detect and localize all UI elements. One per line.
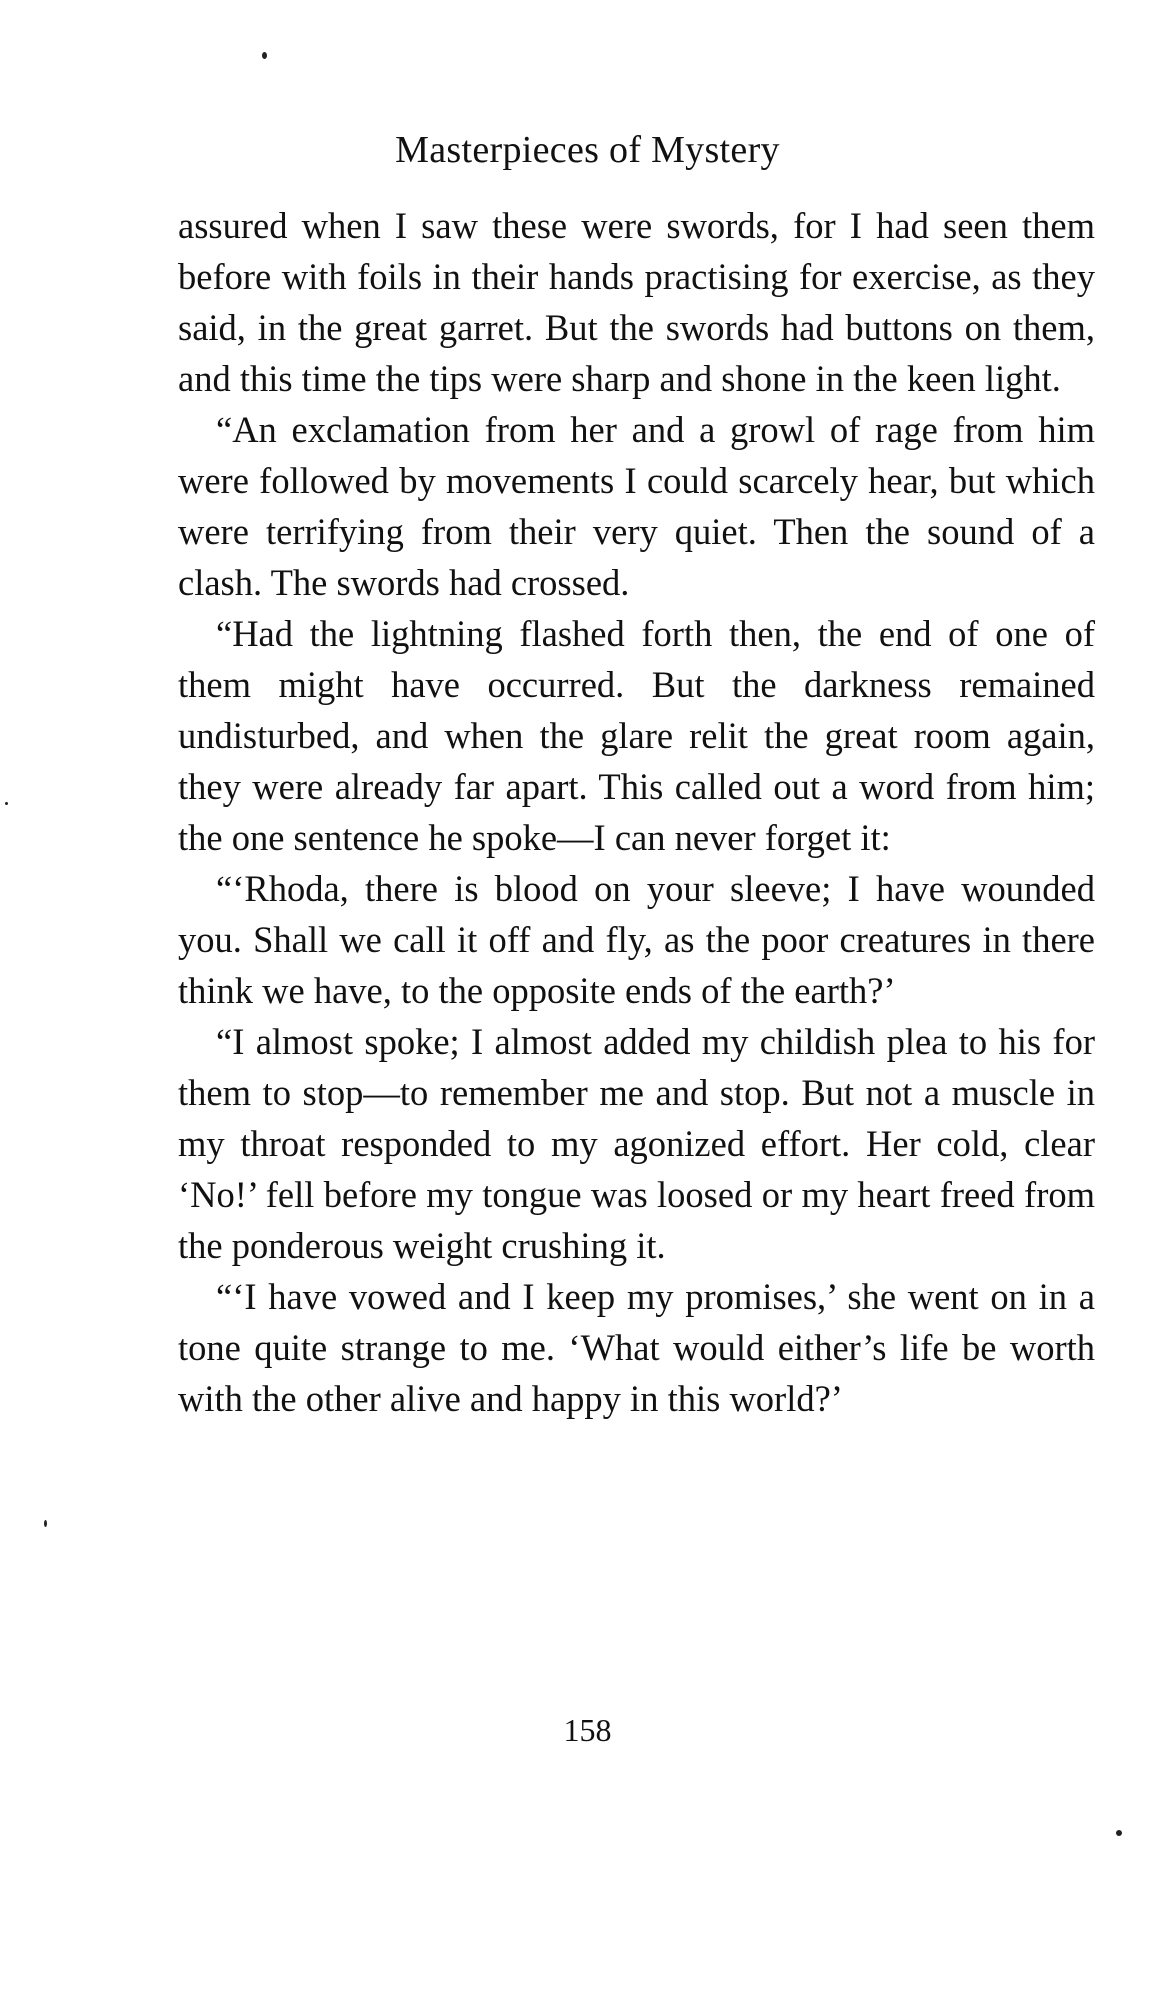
running-header: Masterpieces of Mystery <box>395 129 780 171</box>
paragraph: “I almost spoke; I almost added my childish plea to his for them to stop—to remember me and stop. But not a muscle in my throat responded to my agonized effort. Her cold, clear ‘No!’ fell before my tongue was loosed or my heart freed from the ponderous weight crushing it. <box>178 1021 1095 1266</box>
print-speck <box>44 1520 47 1527</box>
print-speck <box>262 52 267 59</box>
page-number: 158 <box>563 1712 612 1748</box>
paragraph: “‘Rhoda, there is blood on your sleeve; I have wounded you. Shall we call it off and fly, as the poor creatures in there think we have, to the opposite ends of the earth?’ <box>178 868 1095 1011</box>
paragraph: “‘I have vowed and I keep my promises,’ she went on in a tone quite strange to me. ‘What would either’s life be worth with the other alive and happy in this world?’ <box>178 1276 1095 1419</box>
print-speck <box>1116 1830 1122 1836</box>
paragraph: assured when I saw these were swords, for I had seen them before with foils in their hands practising for exercise, as they said, in the great garret. But the swords had buttons on them, and this time the tips were sharp and shone in the keen light. <box>178 205 1095 399</box>
paragraph: “Had the lightning flashed forth then, the end of one of them might have occurred. But the darkness remained undisturbed, and when the glare relit the great room again, they were already far apart. This called out a word from him; the one sentence he spoke—I can never forget it: <box>178 613 1095 858</box>
body-text <box>178 200 1095 1424</box>
print-speck <box>5 802 8 805</box>
paragraph: “An exclamation from her and a growl of rage from him were followed by movements I could scarcely hear, but which were terrifying from their very quiet. Then the sound of a clash. The swords had crossed. <box>178 409 1095 603</box>
